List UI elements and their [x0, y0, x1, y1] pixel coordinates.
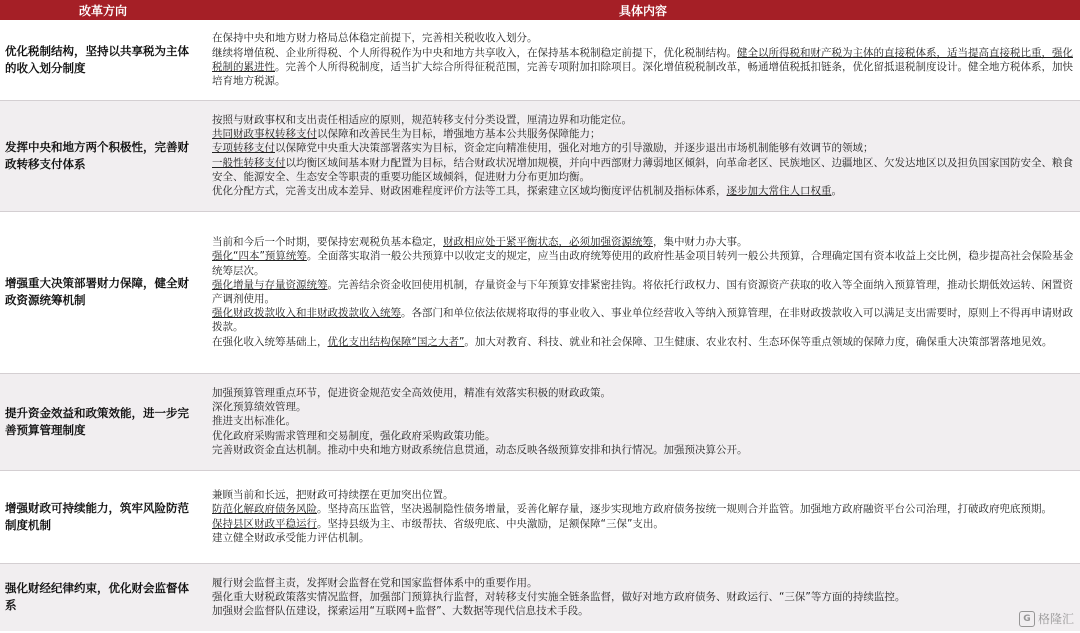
table-row	[0, 211, 1080, 373]
content-text: 加强财会监督队伍建设，探索运用“互联网+监督”、大数据等现代信息技术手段。	[212, 605, 589, 618]
content-text: 。完善结余资金收回使用机制，存量资金与下年预算安排紧密挂钩。将依托行政权力、国有资源资产获取的收入等全面纳入预算管理，推动长期低效运转、闲置资产调剂使用。	[212, 278, 1073, 305]
content-line	[212, 235, 1074, 249]
emphasis-text: 一般性转移支付	[212, 156, 286, 169]
content-text: 在强化收入统筹基础上，	[212, 335, 328, 348]
content-text: 深化预算绩效管理。	[212, 401, 307, 414]
content-text: 。坚持高压监管，坚决遏制隐性债务增量，妥善化解存量，逐步实现地方政府债务按统一规则合并监管。加强地方政府融资平台公司治理，打破政府兜底预期。	[317, 503, 1052, 516]
reform-direction: 提升资金效益和政策效能，进一步完善预算管理制度	[0, 373, 206, 470]
content-text: 当前和今后一个时期，要保持宏观税负基本稳定，	[212, 236, 443, 249]
content-line	[212, 46, 1074, 89]
reform-direction: 优化税制结构，坚持以共享税为主体的收入划分制度	[0, 20, 206, 100]
table-row	[0, 373, 1080, 470]
content-line	[212, 127, 1074, 141]
content-text: 。	[831, 184, 842, 197]
content-line	[212, 604, 1074, 618]
content-text: 优化分配方式，完善支出成本差异、财政困难程度评价方法等工具，探索建立区域均衡度评估机制及指标体系，	[212, 184, 727, 197]
table-row	[0, 20, 1080, 100]
content-text: 。加大对教育、科技、就业和社会保障、卫生健康、农业农村、生态环保等重点领域的保障力度，确保重大决策部署落地见效。	[464, 335, 1053, 348]
emphasis-text: 专项转移支付	[212, 142, 275, 155]
content-text: 兼顾当前和长远，把财政可持续摆在更加突出位置。	[212, 489, 454, 502]
content-text: 推进支出标准化。	[212, 415, 296, 428]
watermark-text: 格隆汇	[1037, 612, 1074, 626]
content-line	[212, 249, 1074, 277]
reform-content	[206, 470, 1080, 563]
emphasis-text: 共同财政事权转移支付	[212, 128, 317, 141]
reform-content	[206, 100, 1080, 211]
table-header-row	[0, 0, 1080, 20]
emphasis-text: 逐步加大常住人口权重	[726, 184, 832, 197]
content-line	[212, 590, 1074, 604]
reform-content	[206, 211, 1080, 373]
table-row	[0, 100, 1080, 211]
brand-logo-icon: G	[1019, 611, 1035, 627]
content-line	[212, 141, 1074, 155]
reform-direction: 增强重大决策部署财力保障，健全财政资源统筹机制	[0, 211, 206, 373]
table-row	[0, 470, 1080, 563]
reform-content	[206, 373, 1080, 470]
content-text: ，集中财力办大事。	[653, 236, 748, 249]
emphasis-text: 优化支出结构保障“国之大者”	[327, 335, 465, 348]
emphasis-text: 强化增量与存量资源统筹	[212, 278, 328, 291]
header-content: 具体内容	[206, 0, 1080, 20]
content-line	[212, 400, 1074, 414]
emphasis-text: 强化财政拨款收入和非财政拨款收入统筹	[212, 307, 401, 320]
content-text: 强化重大财税政策落实情况监督，加强部门预算执行监督，对转移支付实施全链条监督，做好对地方政府债务、财政运行、“三保”等方面的持续监控。	[212, 591, 906, 604]
content-text: 履行财会监督主责，发挥财会监督在党和国家监督体系中的重要作用。	[212, 576, 538, 589]
content-text: 在保持中央和地方财力格局总体稳定前提下，完善相关税收收入划分。	[212, 32, 538, 45]
content-line	[212, 386, 1074, 400]
content-text: 。坚持县级为主、市级帮扶、省级兜底、中央激励，足额保障“三保”支出。	[317, 517, 664, 530]
content-line	[212, 488, 1074, 502]
reform-direction: 增强财政可持续能力，筑牢风险防范制度机制	[0, 470, 206, 563]
content-line	[212, 443, 1074, 457]
content-line	[212, 184, 1074, 198]
content-line	[212, 576, 1074, 590]
reform-direction: 强化财经纪律约束，优化财会监督体系	[0, 563, 206, 631]
watermark	[1019, 610, 1074, 627]
content-text: 以均衡区域间基本财力配置为目标，结合财政状况增加规模，并向中西部财力薄弱地区倾斜，向革命老区、民族地区、边疆地区、欠发达地区以及担负国家国防安全、粮食安全、能源安全、生态安全等职责的重要功能区域倾斜，促进财力分布更加均衡。	[212, 156, 1073, 183]
emphasis-text: 财政相应处于紧平衡状态，必须加强资源统筹	[443, 236, 653, 249]
content-text: 。全面落实取消一般公共预算中以收定支的规定，应当由政府统筹使用的政府性基金项目转列一般公共预算，合理确定国有资本收益上交比例，稳步提高社会保险基金统筹层次。	[212, 250, 1074, 277]
content-text: 。各部门和单位依法依规将取得的事业收入、事业单位经营收入等纳入预算管理，在非财政拨款收入可以满足支出需要时，原则上不得再申请财政拨款。	[212, 307, 1073, 334]
content-line	[212, 414, 1074, 428]
content-text: 继续将增值税、企业所得税、个人所得税作为中央和地方共享收入，在保持基本税制稳定前提下，优化税制结构。	[212, 46, 737, 59]
content-line	[212, 517, 1074, 531]
content-line	[212, 429, 1074, 443]
emphasis-text: 健全以所得税和财产税为主体的直接税体系，适当提高直接税比重，强化税制的累进性	[212, 46, 1073, 73]
content-text: 按照与财政事权和支出责任相适应的原则，规范转移支付分类设置，厘清边界和功能定位。	[212, 113, 632, 126]
content-line	[212, 502, 1074, 516]
content-line	[212, 531, 1074, 545]
content-text: 完善财政资金直达机制。推动中央和地方财政系统信息贯通，动态反映各级预算安排和执行情况。加强预决算公开。	[212, 443, 748, 456]
content-text: 建立健全财政承受能力评估机制。	[212, 531, 370, 544]
header-direction: 改革方向	[0, 0, 206, 20]
content-line	[212, 335, 1074, 349]
content-line	[212, 113, 1074, 127]
content-text: 以保障党中央重大决策部署落实为目标，资金定向精准使用，强化对地方的引导激励，并逐步退出市场机制能够有效调节的领域；	[275, 142, 874, 155]
content-line	[212, 31, 1074, 45]
emphasis-text: 保持县区财政平稳运行	[212, 517, 317, 530]
content-text: 加强预算管理重点环节，促进资金规范安全高效使用，精准有效落实积极的财政政策。	[212, 386, 611, 399]
content-line	[212, 278, 1074, 306]
table-row	[0, 563, 1080, 631]
emphasis-text: 防范化解政府债务风险	[212, 503, 317, 516]
reform-content	[206, 20, 1080, 100]
content-text: 优化政府采购需求管理和交易制度，强化政府采购政策功能。	[212, 429, 496, 442]
reform-direction: 发挥中央和地方两个积极性，完善财政转移支付体系	[0, 100, 206, 211]
reform-content	[206, 563, 1080, 631]
emphasis-text: 强化“四本”预算统筹	[212, 250, 307, 263]
content-text: 。完善个人所得税制度，适当扩大综合所得征税范围，完善专项附加扣除项目。深化增值税税制改革，畅通增值税抵扣链条，优化留抵退税制度设计。健全地方税体系，加快培育地方税源。	[212, 60, 1073, 87]
content-text: 以保障和改善民生为目标，增强地方基本公共服务保障能力；	[317, 128, 601, 141]
content-line	[212, 156, 1074, 184]
content-line	[212, 306, 1074, 334]
